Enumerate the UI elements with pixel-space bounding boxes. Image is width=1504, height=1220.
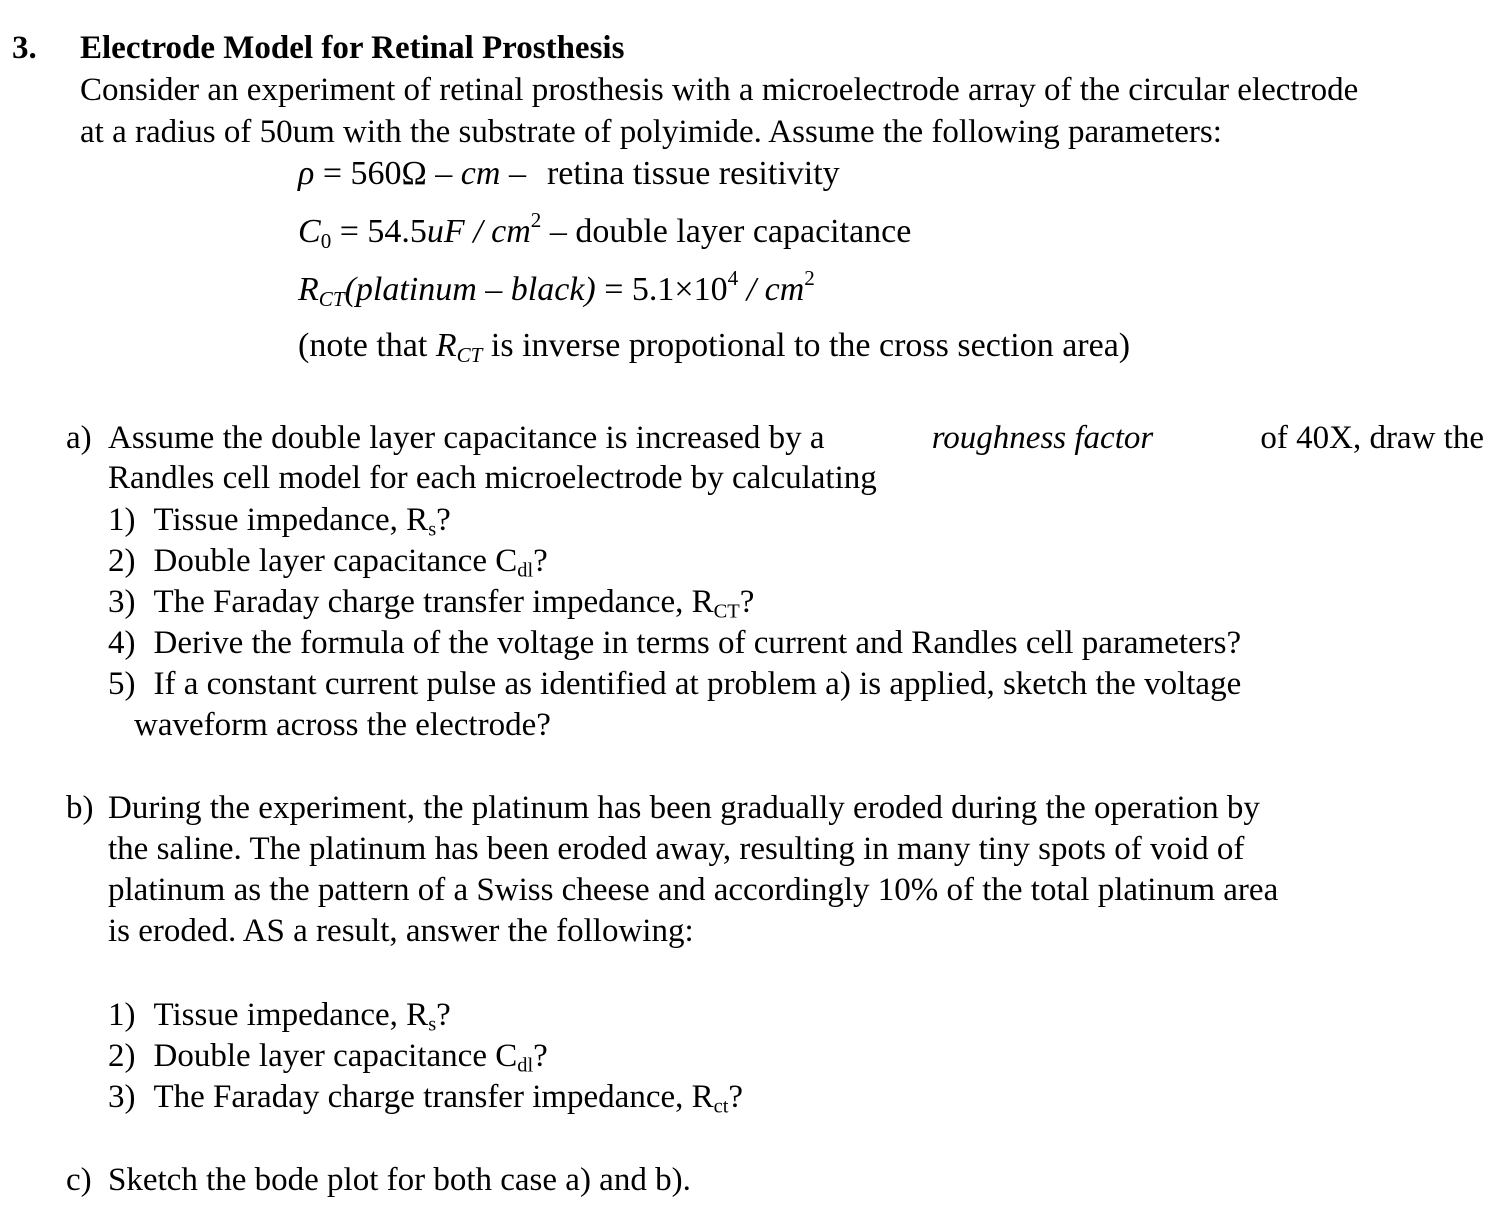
item-end: ? [436,502,451,538]
part-a-label: a) [66,420,92,456]
item-number: 1) [108,502,136,538]
part-a-item-2 [108,541,548,581]
rho-symbol: ρ [298,155,315,192]
part-b-line-1: During the experiment, the platinum has been gradually eroded during the operation by [108,790,1260,826]
rho-desc: retina tissue resitivity [546,155,840,192]
part-b-line-2: the saline. The platinum has been eroded away, resulting in many tiny spots of void of [108,831,1245,867]
item-sub: s [428,1013,437,1036]
rct-sup: 4 [727,265,739,290]
part-a-line-1 [108,418,1484,458]
item-text: If a constant current pulse as identified at problem a) is applied, sketch the voltage [153,666,1242,702]
part-a-line1-post: of 40X, draw the [1260,420,1484,456]
part-b-item-2 [108,1036,548,1076]
rct-symbol: R [298,271,319,308]
c0-desc: – double layer capacitance [541,213,912,250]
part-a-item-5 [108,664,1241,704]
rho-dash: – [500,155,535,192]
item-sub: dl [517,559,534,582]
item-number: 4) [108,625,136,661]
item-sub: s [428,518,437,541]
problem-title: Electrode Model for Retinal Prosthesis [80,30,625,66]
rct-sub: CT [318,286,345,311]
part-c-label: c) [66,1162,92,1198]
item-number: 5) [108,666,136,702]
rct-unit-sup: 2 [804,265,815,290]
note-post: is inverse propotional to the cross section area) [482,327,1131,364]
part-b-line-4: is eroded. AS a result, answer the following: [108,913,694,949]
rct-unit: / cm [738,271,805,308]
rho-eq: = 560Ω – [314,155,461,192]
note-pre: (note that [298,327,436,364]
item-text: The Faraday charge transfer impedance, R [153,1079,714,1115]
rct-eq: = 5.1×10 [595,271,728,308]
item-number: 2) [108,1038,136,1074]
param-c0 [298,207,912,253]
item-end: ? [436,997,451,1033]
item-sub: CT [713,600,740,623]
part-a-item-1 [108,500,451,540]
param-note [298,326,1130,366]
part-a-item-4 [108,623,1241,663]
intro-line-2: at a radius of 50um with the substrate of polyimide. Assume the following parameters: [80,114,1222,150]
item-number: 2) [108,543,136,579]
rho-unit: cm [460,155,501,192]
c0-eq: = 54.5 [331,213,427,250]
item-number: 1) [108,997,136,1033]
part-a-line1-em: roughness factor [931,420,1154,456]
part-c-text: Sketch the bode plot for both case a) and b). [108,1162,691,1198]
item-sub: ct [713,1095,729,1118]
item-number: 3) [108,1079,136,1115]
item-sub: dl [517,1054,534,1077]
note-symbol: R [435,327,457,364]
part-b-line-3: platinum as the pattern of a Swiss cheese and accordingly 10% of the total platinum area [108,872,1279,908]
item-end: ? [728,1079,744,1115]
c0-unit: uF / cm [426,213,531,250]
c0-sup: 2 [530,207,542,232]
part-a-line-2: Randles cell model for each microelectrode by calculating [108,460,877,496]
c0-sub: 0 [320,228,332,253]
item-text: The Faraday charge transfer impedance, R [153,584,714,620]
intro-line-1: Consider an experiment of retinal prosthesis with a microelectrode array of the circular electrode [80,72,1359,108]
rct-arg: (platinum – black) [344,271,596,308]
part-a-item-5-cont: waveform across the electrode? [134,707,551,743]
item-text: Double layer capacitance C [153,543,518,579]
problem-number: 3. [12,30,37,66]
part-b-label: b) [66,790,94,826]
part-b-item-3 [108,1077,743,1117]
item-end: ? [533,1038,548,1074]
item-end: ? [533,543,548,579]
note-sub: CT [456,342,483,367]
item-text: Derive the formula of the voltage in terms of current and Randles cell parameters? [153,625,1242,661]
item-text: Tissue impedance, R [153,502,429,538]
item-number: 3) [108,584,136,620]
item-text: Double layer capacitance C [153,1038,518,1074]
part-a-line1-pre: Assume the double layer capacitance is increased by a [108,420,825,456]
part-a-item-3 [108,582,754,622]
param-rct [298,265,815,311]
c0-symbol: C [298,213,321,250]
part-b-item-1 [108,995,451,1035]
param-rho [298,154,840,194]
item-text: Tissue impedance, R [153,997,429,1033]
item-end: ? [739,584,755,620]
